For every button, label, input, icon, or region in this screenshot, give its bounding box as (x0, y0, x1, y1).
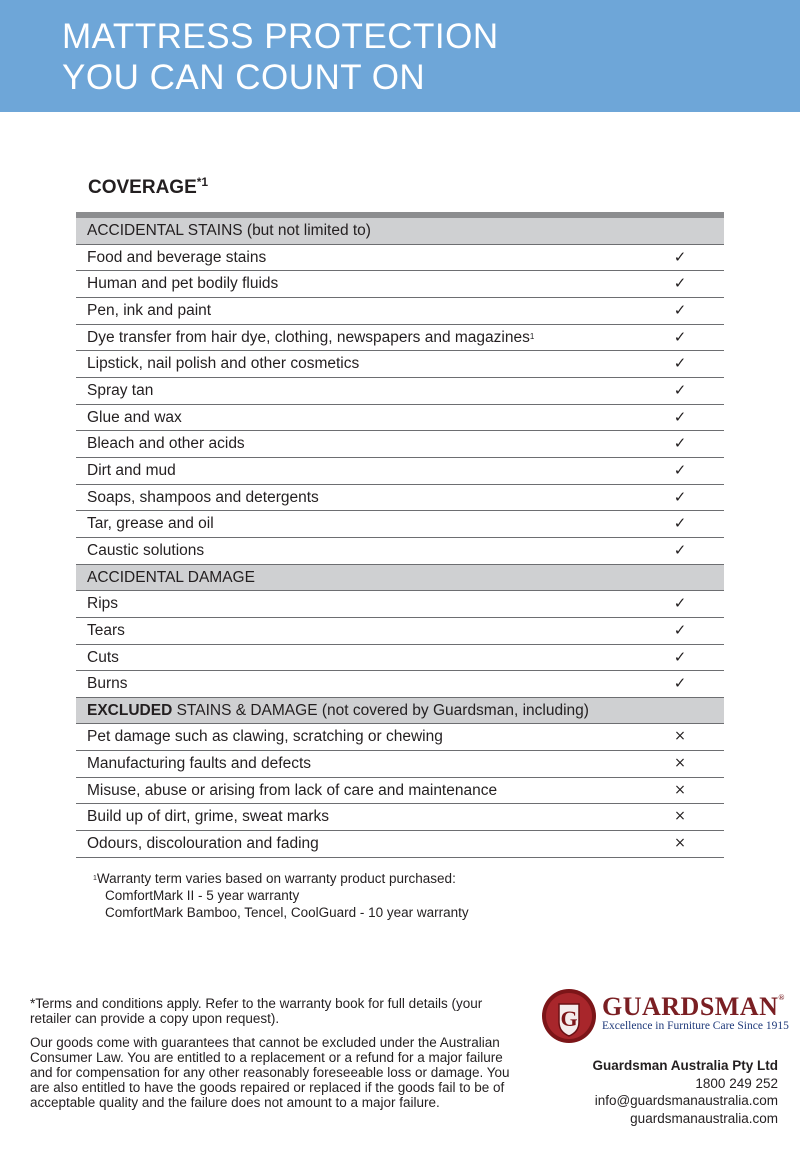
section-header (76, 218, 724, 245)
coverage-item-label: Dye transfer from hair dye, clothing, newspapers and magazines$^1$ (87, 328, 535, 346)
svg-text:G: G (560, 1006, 578, 1031)
coverage-item-label: Build up of dirt, grime, sweat marks (87, 808, 330, 826)
coverage-item-label: Pen, ink and paint (87, 301, 212, 319)
terms-paragraph-1: *Terms and conditions apply. Refer to the warranty book for full details (your retailer can provide a copy upon request). (30, 996, 483, 1026)
coverage-row (76, 485, 724, 512)
coverage-item-label: Cuts (87, 648, 119, 666)
coverage-row (76, 538, 724, 565)
footnote-sup: 1 (93, 875, 97, 882)
coverage-row (76, 804, 724, 831)
check-icon: ✓ (673, 620, 687, 639)
section-header (76, 565, 724, 592)
coverage-item-label: Human and pet bodily fluids (87, 275, 279, 293)
section-header-label: ACCIDENTAL STAINS (but not limited to) (87, 222, 371, 239)
check-icon: ✓ (673, 247, 687, 266)
coverage-row (76, 671, 724, 698)
phone-number[interactable]: 1800 249 252 (695, 1075, 778, 1091)
coverage-table (76, 212, 724, 858)
coverage-item-label: Glue and wax (87, 408, 182, 426)
coverage-item-label: Caustic solutions (87, 541, 205, 559)
cross-icon: × (674, 728, 686, 745)
banner-title-line-1: MATTRESS PROTECTION (62, 17, 499, 56)
contact-block (592, 1057, 778, 1127)
coverage-row (76, 831, 724, 858)
coverage-row (76, 511, 724, 538)
coverage-item-label: Food and beverage stains (87, 248, 267, 266)
coverage-row (76, 724, 724, 751)
coverage-row (76, 298, 724, 325)
coverage-row (76, 591, 724, 618)
footnote-line-2: ComfortMark II - 5 year warranty (105, 888, 300, 903)
footnote-line-1: $^1$Warranty term varies based on warranty product purchased: (93, 871, 456, 886)
coverage-row (76, 618, 724, 645)
coverage-row (76, 778, 724, 805)
coverage-item-label: Lipstick, nail polish and other cosmetics (87, 355, 360, 373)
warranty-footnote (93, 870, 469, 921)
coverage-row (76, 405, 724, 432)
brand-tagline: Excellence in Furniture Care Since 1915 (602, 1020, 789, 1032)
coverage-row (76, 351, 724, 378)
check-icon: ✓ (673, 407, 687, 426)
coverage-item-label: Bleach and other acids (87, 435, 245, 453)
terms-and-conditions (30, 996, 510, 1119)
website-link[interactable]: guardsmanaustralia.com (630, 1110, 778, 1126)
cross-icon: × (674, 755, 686, 772)
cross-icon: × (674, 781, 686, 798)
brand-name: GUARDSMAN® (602, 992, 785, 1021)
check-icon: ✓ (673, 327, 687, 346)
coverage-item-label: Pet damage such as clawing, scratching or chewing (87, 728, 443, 746)
cross-icon: × (674, 808, 686, 825)
header-banner (0, 0, 800, 112)
section-header-label: EXCLUDED STAINS & DAMAGE (not covered by Guardsman, including) (87, 701, 589, 719)
check-icon: ✓ (673, 274, 687, 293)
check-icon: ✓ (673, 647, 687, 666)
check-icon: ✓ (673, 380, 687, 399)
coverage-item-label: Dirt and mud (87, 461, 176, 479)
coverage-row (76, 325, 724, 352)
section-header-label: ACCIDENTAL DAMAGE (87, 568, 255, 586)
footnote-line-3: ComfortMark Bamboo, Tencel, CoolGuard - 10 year warranty (105, 905, 469, 920)
coverage-heading-text: COVERAGE (88, 177, 197, 198)
check-icon: ✓ (673, 594, 687, 613)
coverage-heading (88, 177, 208, 199)
coverage-row (76, 645, 724, 672)
coverage-item-label: Manufacturing faults and defects (87, 755, 312, 773)
check-icon: ✓ (673, 354, 687, 373)
coverage-item-label: Soaps, shampoos and detergents (87, 488, 319, 506)
coverage-item-label: Tar, grease and oil (87, 515, 214, 533)
check-icon: ✓ (673, 300, 687, 319)
coverage-item-label: Tears (87, 621, 125, 639)
coverage-row (76, 378, 724, 405)
coverage-row (76, 245, 724, 272)
email-link[interactable]: info@guardsmanaustralia.com (594, 1093, 778, 1108)
check-icon: ✓ (673, 434, 687, 453)
coverage-row (76, 271, 724, 298)
section-header (76, 698, 724, 725)
check-icon: ✓ (673, 487, 687, 506)
coverage-row (76, 458, 724, 485)
coverage-item-label: Misuse, abuse or arising from lack of care and maintenance (87, 781, 498, 799)
coverage-item-label: Burns (87, 675, 128, 693)
coverage-item-label: Spray tan (87, 381, 154, 399)
check-icon: ✓ (673, 540, 687, 559)
coverage-row (76, 751, 724, 778)
guardsman-logo-icon (541, 988, 597, 1044)
company-name: Guardsman Australia Pty Ltd (592, 1058, 778, 1073)
coverage-item-label: Rips (87, 595, 119, 613)
check-icon: ✓ (673, 460, 687, 479)
consumer-law-paragraph: Our goods come with guarantees that cannot be excluded under the Australian Consumer Law. You are entitled to a replacement or a refund for a major failure and for compensation for any other reasonably foreseeable loss or damage. You are also entitled to have the goods repaired or replaced if the goods fail to be of acceptable quality and the failure does not amount to a major failure. (30, 1035, 510, 1110)
check-icon: ✓ (673, 514, 687, 533)
banner-title-line-2: YOU CAN COUNT ON (62, 58, 426, 97)
coverage-item-label: Odours, discolouration and fading (87, 835, 319, 853)
cross-icon: × (674, 835, 686, 852)
coverage-heading-sup: *1 (196, 175, 209, 189)
check-icon: ✓ (673, 674, 687, 693)
coverage-row (76, 431, 724, 458)
